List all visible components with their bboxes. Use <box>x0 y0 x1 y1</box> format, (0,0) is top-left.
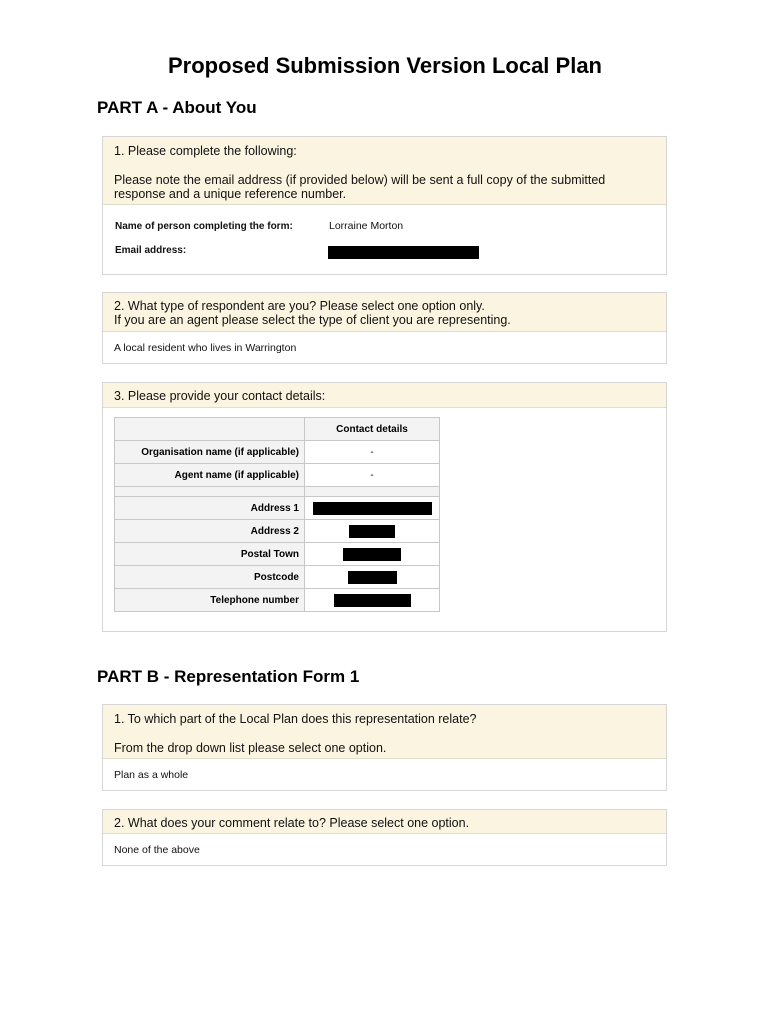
question-2-box <box>102 292 667 364</box>
row-label-address-1: Address 1 <box>115 497 305 520</box>
row-label-telephone: Telephone number <box>115 589 305 612</box>
question-2-title: 2. What type of respondent are you? Please select one option only. <box>114 299 485 313</box>
row-value-address-2 <box>305 520 440 543</box>
question-1-header <box>103 137 666 205</box>
question-2-header <box>103 293 666 332</box>
row-value-address-1 <box>305 497 440 520</box>
table-header-blank <box>115 418 305 441</box>
part-b-question-1-answer: Plan as a whole <box>114 769 189 781</box>
part-b-question-1-box <box>102 704 667 791</box>
separator-cell <box>305 487 440 497</box>
question-3-header <box>103 383 666 408</box>
part-b-question-1-instruction: From the drop down list please select one option. <box>114 741 387 755</box>
row-value-postal-town <box>305 543 440 566</box>
question-1-box <box>102 136 667 275</box>
part-b-question-1-header <box>103 705 666 759</box>
table-row <box>115 589 440 612</box>
question-3-title: 3. Please provide your contact details: <box>114 389 326 403</box>
part-a-heading: PART A - About You <box>97 98 257 117</box>
table-row <box>115 566 440 589</box>
part-b-question-2-header <box>103 810 666 834</box>
part-b-question-2-answer: None of the above <box>114 844 200 856</box>
question-1-body <box>103 205 666 274</box>
row-value-organisation: - <box>305 441 440 464</box>
table-row <box>115 497 440 520</box>
question-1-note-line2: response and a unique reference number. <box>114 187 347 201</box>
document-title: Proposed Submission Version Local Plan <box>168 53 602 78</box>
part-b-question-2-box <box>102 809 667 866</box>
part-b-question-2-title: 2. What does your comment relate to? Please select one option. <box>114 816 470 830</box>
postal-town-redaction <box>343 548 401 561</box>
question-1-note-line1: Please note the email address (if provided below) will be sent a full copy of the submitted <box>114 173 606 187</box>
telephone-redaction <box>334 594 411 607</box>
address-1-redaction <box>313 502 432 515</box>
postcode-redaction <box>348 571 397 584</box>
separator-cell <box>115 487 305 497</box>
row-label-postal-town: Postal Town <box>115 543 305 566</box>
row-label-postcode: Postcode <box>115 566 305 589</box>
name-value: Lorraine Morton <box>329 220 404 232</box>
table-row <box>115 464 440 487</box>
row-value-postcode <box>305 566 440 589</box>
table-row <box>115 441 440 464</box>
row-value-agent: - <box>305 464 440 487</box>
email-redaction <box>328 246 479 259</box>
table-separator-row <box>115 487 440 497</box>
email-label: Email address: <box>115 245 187 256</box>
row-label-address-2: Address 2 <box>115 520 305 543</box>
name-label: Name of person completing the form: <box>115 221 293 232</box>
table-header-contact-details: Contact details <box>305 418 440 441</box>
address-2-redaction <box>349 525 395 538</box>
part-b-question-1-title: 1. To which part of the Local Plan does this representation relate? <box>114 712 477 726</box>
row-label-agent: Agent name (if applicable) <box>115 464 305 487</box>
question-3-box <box>102 382 667 632</box>
table-row <box>115 520 440 543</box>
question-2-subtitle: If you are an agent please select the type of client you are representing. <box>114 313 511 327</box>
question-1-title: 1. Please complete the following: <box>114 144 297 158</box>
row-value-telephone <box>305 589 440 612</box>
part-b-heading: PART B - Representation Form 1 <box>97 667 360 686</box>
question-2-answer: A local resident who lives in Warrington <box>114 342 297 354</box>
table-row <box>115 543 440 566</box>
contact-details-table <box>114 417 440 612</box>
table-header-row <box>115 418 440 441</box>
row-label-organisation: Organisation name (if applicable) <box>115 441 305 464</box>
